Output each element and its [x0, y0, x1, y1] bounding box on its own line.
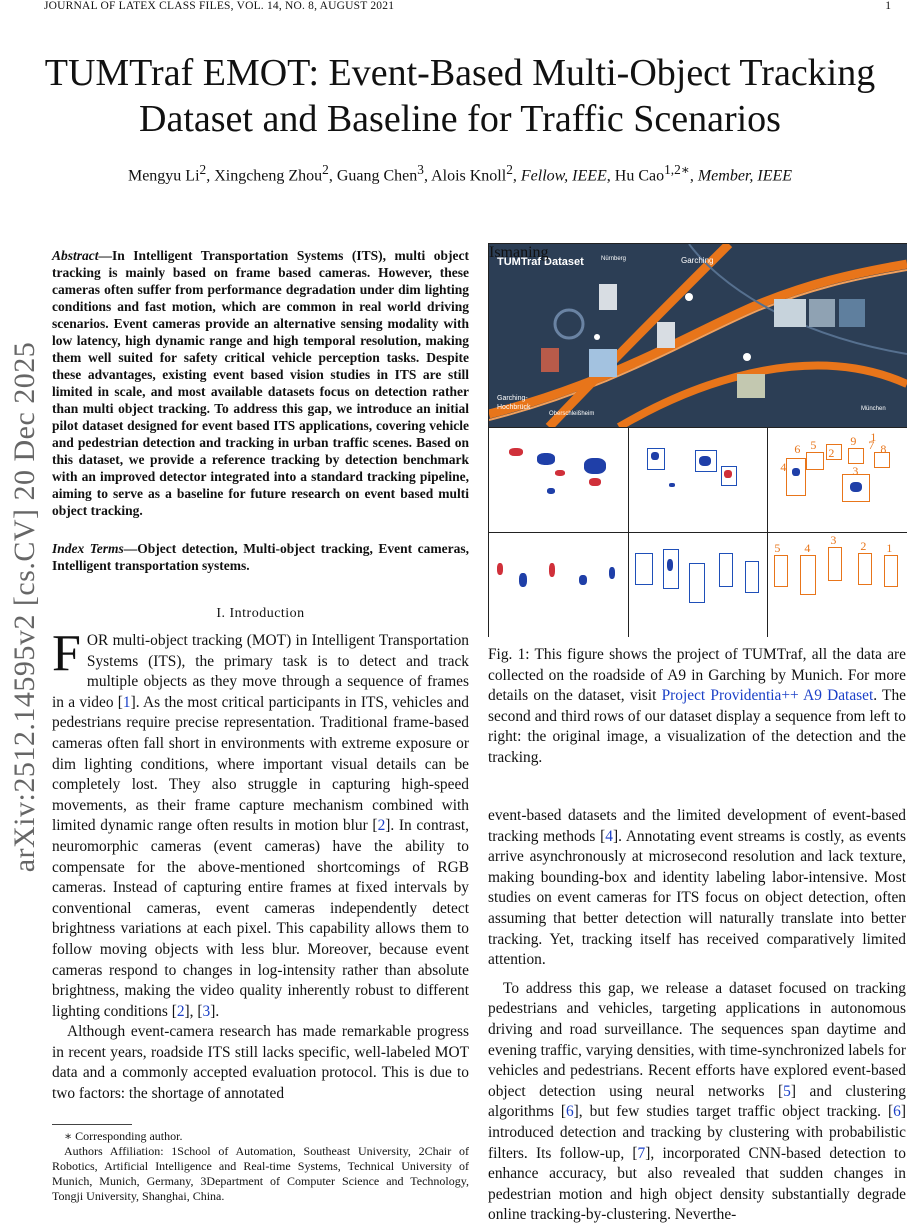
author-affil: 3 [417, 162, 424, 177]
paper-title: TUMTraf EMOT: Event-Based Multi-Object Tracking Dataset and Baseline for Traffic Scenarios [44, 52, 876, 140]
track-id: 2 [860, 539, 867, 553]
intro-text [52, 625, 469, 1105]
citation-link[interactable]: 6 [893, 1103, 901, 1121]
abstract-label: Abstract [52, 248, 99, 263]
author-affil: 2 [199, 162, 207, 177]
author-role: Member, IEEE [697, 167, 793, 185]
index-terms-label: Index Terms [52, 541, 124, 556]
citation-link[interactable]: 7 [637, 1144, 646, 1162]
footnote-rule [52, 1124, 132, 1125]
abstract [52, 247, 469, 519]
track-id: 8 [880, 442, 887, 456]
author-affil: 2 [322, 162, 329, 177]
track-id: 3 [830, 533, 837, 547]
event-original [489, 533, 629, 637]
author-name: Hu Cao [614, 167, 665, 185]
intro-paragraph: Although event-camera research has made remarkable progress in recent years, roadside ITS still lacks specific, well-labeled MOT data and a commonly accepted evaluation protocol. This is due to two factors: the shortage of annotated [52, 1023, 469, 1103]
author-list: Mengyu Li$^2$, Xingcheng Zhou$^2$, Guang Chen$^3$, Alois Knoll$^2$, Fellow, IEEE, Hu Cao$^{1,2∗}$, Member, IEEE [127, 162, 793, 185]
map-label: Garching [681, 256, 714, 265]
track-id: 1 [870, 430, 877, 444]
affiliation-note: Authors Affiliation: 1School of Automation, Southeast University, 2Chair of Robotics, Artificial Intelligence and Real-time Systems, Technical University of Munich, Munich, Germany, 3Department of Computer Science and Technology, Tongji University, Shanghai, China. [52, 1144, 469, 1203]
page-number: 1 [885, 0, 891, 12]
body-text-right [488, 806, 906, 1226]
map-label: Nürnberg [601, 256, 627, 262]
map-label: Garching-Hochbrück [497, 395, 531, 411]
corresponding-note: ∗ Corresponding author. [64, 1129, 183, 1143]
citation-link[interactable]: 3 [202, 1002, 211, 1020]
author-name: Guang Chen [336, 167, 418, 185]
tracking-row [489, 532, 907, 637]
track-id: 7 [868, 438, 875, 452]
author-affil: 1,2∗ [664, 162, 690, 177]
section-heading: I. Introduction [216, 606, 305, 621]
track-id: 5 [774, 541, 781, 555]
citation-link[interactable]: 2 [176, 1002, 185, 1020]
event-detection [629, 533, 769, 637]
event-original [489, 428, 629, 532]
citation-link[interactable]: 4 [605, 827, 613, 845]
event-detection [629, 428, 769, 532]
track-id: 4 [804, 541, 811, 555]
dataset-map [489, 244, 907, 427]
citation-link[interactable]: 1 [122, 693, 131, 711]
map-label: Ismaning [489, 244, 549, 261]
dataset-link[interactable]: Project Providentia++ A9 Dataset [661, 687, 874, 705]
map-label: Oberschleißheim [549, 411, 595, 417]
author-affil: 2 [506, 162, 513, 177]
running-header: JOURNAL OF LATEX CLASS FILES, VOL. 14, NO. 8, AUGUST 2021 [44, 0, 395, 12]
body-paragraph: event-based datasets and the limited development of event-based tracking methods [4]. Annotating event streams is costly, as events arrive asynchronously at microsecond resolution and lack texture, making bounding-box and identity labeling labor-intensive. Most studies on event cameras for ITS focus on object detection, often assuming that better detection will naturally translate into better tracking. Yet, tracking itself has received comparatively limited attention. [488, 807, 906, 969]
detection-row [489, 427, 907, 532]
map-title: TUMTraf Dataset [497, 256, 584, 268]
track-id: 2 [828, 446, 835, 460]
index-terms-text: —Object detection, Multi-object tracking, Event cameras, Intelligent transportation systems. [52, 541, 469, 573]
author-name: Xingcheng Zhou [214, 167, 323, 185]
drop-cap: F [52, 625, 81, 682]
author-name: Mengyu Li [127, 167, 200, 185]
event-tracking [768, 533, 907, 637]
footnote [52, 1124, 469, 1204]
arxiv-stamp: arXiv:2512.14595v2 [cs.CV] 20 Dec 2025 [8, 341, 41, 873]
citation-link[interactable]: 2 [377, 817, 386, 835]
map-label: München [861, 406, 886, 412]
track-id: 5 [810, 438, 817, 452]
author-name: Alois Knoll [431, 167, 507, 185]
track-id: 6 [794, 442, 801, 456]
map-roads [489, 244, 907, 427]
track-id: 9 [850, 434, 857, 448]
citation-link[interactable]: 6 [565, 1103, 574, 1121]
author-role: Fellow, IEEE [520, 167, 607, 185]
track-id: 1 [886, 541, 893, 555]
figure-1 [488, 243, 907, 637]
event-tracking [768, 428, 907, 532]
track-id: 3 [852, 464, 859, 478]
citation-link[interactable]: 5 [783, 1082, 791, 1100]
intro-paragraph: FOR multi-object tracking (MOT) in Intelligent Transportation Systems (ITS), the primary task is to detect and track multiple objects as they move through a sequence of frames in a video [1]. As the most critical participants in ITS, vehicles and pedestrians require precise representation. Traditional frame-based cameras often fall short in environments with extreme exposure or dim lighting conditions, where important visual details can be completely lost. They also struggle in capturing high-speed movements, as their frame capture mechanism combined with limited dynamic range often results in motion blur [2]. In contrast, neuromorphic cameras (event cameras) have the ability to compensate for the above-mentioned shortcomings of RGB cameras. Instead of capturing entire frames at fixed intervals by conventional cameras, event cameras independently detect brightness variations at each pixel. This capability allows them to follow moving objects with less blur. Moreover, because event cameras respond to changes in log-intensity rather than absolute brightness, making the video quality inherently robust to different lighting conditions [2], [3]. [52, 625, 469, 1020]
body-paragraph: To address this gap, we release a dataset focused on tracking pedestrians and vehicles, targeting applications in autonomous driving and road surveillance. The sequences span daytime and evening traffic, varying densities, with time-synchronized labels for vehicles and pedestrians. Recent efforts have explored event-based object detection using neural networks [5] and clustering algorithms [6], but few studies target traffic object tracking. [6] introduced detection and tracking by clustering with probabilistic filters. Its follow-up, [7], incorporated CNN-based detection to enhance accuracy, but also revealed that sudden changes in pedestrian motion and high object density substantially degrade online tracking-by-clustering. Neverthe- [488, 979, 907, 1224]
abstract-text: —In Intelligent Transportation Systems (ITS), multi object tracking is mainly based on frame based cameras. However, these cameras often suffer from performance degradation under dim lighting conditions and fast motion, which are common in real world driving scenarios. Event cameras provide an alternative sensing modality with low latency, high dynamic range and high temporal resolution, making them well suited for safety critical vehicle perception tasks. Despite these advantages, existing event based vision studies in ITS are still limited in scale, and most available datasets focus on detection rather than multi object tracking. To address this gap, we introduce an initial pilot dataset designed for event based ITS applications, covering vehicle and pedestrian detection and tracking in urban traffic scenes. Based on this dataset, we provide a reference tracking by detection benchmark with an improved detector integrated into a standard tracking pipeline, aiming to serve as a baseline for future research on event based multi object tracking. [52, 248, 469, 518]
track-id: 4 [780, 460, 787, 474]
figure-caption: Fig. 1: This figure shows the project of TUMTraf, all the data are collected on the roadside of A9 in Garching by Munich. For more details on the dataset, visit Project Providentia++ A9 Dataset. The second and third rows of our dataset display a sequence from left to right: the original image, a visualization of the detection and the tracking. [488, 646, 906, 766]
index-terms [52, 540, 469, 574]
